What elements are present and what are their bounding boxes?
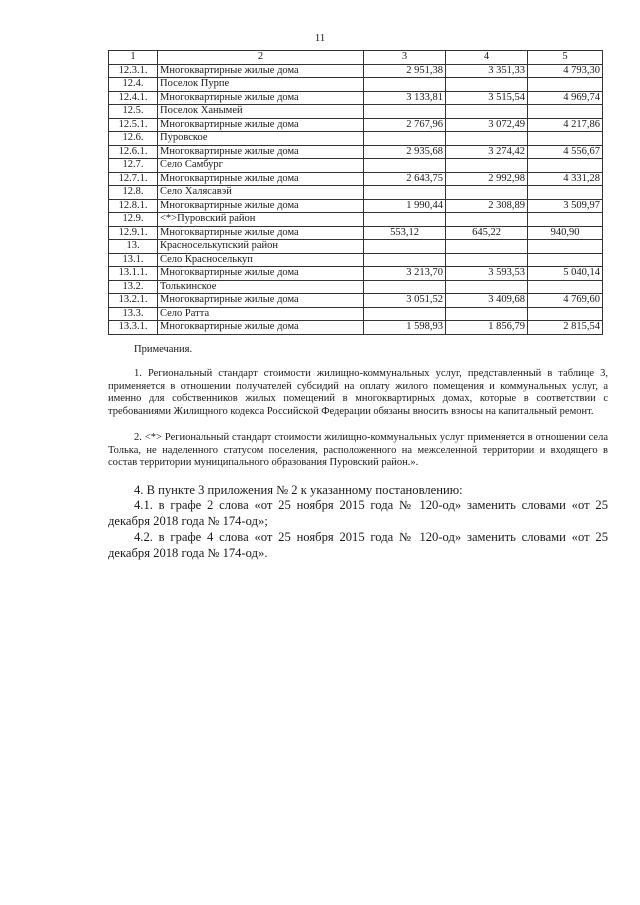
row-number-cell: 12.7.: [109, 159, 158, 173]
row-name-cell: Многоквартирные жилые дома: [158, 267, 364, 281]
row-name-cell: Толькинское: [158, 280, 364, 294]
value-col5-cell: [528, 280, 603, 294]
paragraph-4: 4. В пункте 3 приложения № 2 к указанному постановлению:: [134, 483, 463, 497]
value-col5-cell: 4 969,74: [528, 91, 603, 105]
column-header: 4: [446, 51, 528, 65]
value-col3-cell: [364, 159, 446, 173]
table-row: [109, 64, 603, 78]
row-name-cell: Многоквартирные жилые дома: [158, 294, 364, 308]
value-col3-cell: 2 935,68: [364, 145, 446, 159]
table-row: [109, 321, 603, 335]
row-name-cell: Село Халясавэй: [158, 186, 364, 200]
table-row: [109, 267, 603, 281]
value-col5-cell: 5 040,14: [528, 267, 603, 281]
value-col4-cell: [446, 105, 528, 119]
row-number-cell: 13.3.1.: [109, 321, 158, 335]
row-number-cell: 12.9.1.: [109, 226, 158, 240]
row-name-cell: Многоквартирные жилые дома: [158, 64, 364, 78]
row-name-cell: Пуровское: [158, 132, 364, 146]
table-row: [109, 78, 603, 92]
column-header: 1: [109, 51, 158, 65]
value-col5-cell: 4 331,28: [528, 172, 603, 186]
row-number-cell: 12.8.1.: [109, 199, 158, 213]
row-number-cell: 13.1.1.: [109, 267, 158, 281]
value-col5-cell: 4 556,67: [528, 145, 603, 159]
row-number-cell: 12.5.: [109, 105, 158, 119]
table-row: [109, 253, 603, 267]
value-col4-cell: 3 409,68: [446, 294, 528, 308]
value-col5-cell: [528, 132, 603, 146]
value-col4-cell: 2 992,98: [446, 172, 528, 186]
value-col3-cell: 3 213,70: [364, 267, 446, 281]
value-col4-cell: 645,22: [446, 226, 528, 240]
row-name-cell: Поселок Пурпе: [158, 78, 364, 92]
notes-title: Примечания.: [134, 344, 193, 355]
value-col3-cell: 2 767,96: [364, 118, 446, 132]
value-col3-cell: 2 951,38: [364, 64, 446, 78]
row-name-cell: Красноселькупский район: [158, 240, 364, 254]
value-col5-cell: [528, 213, 603, 227]
value-col3-cell: [364, 105, 446, 119]
table-row: [109, 226, 603, 240]
row-name-cell: Многоквартирные жилые дома: [158, 321, 364, 335]
paragraph-4-2: 4.2. в графе 4 слова «от 25 ноября 2015 года № 120-од» заменить словами «от 25 декабря 2018 года № 174-од».: [108, 530, 608, 560]
table-row: [109, 280, 603, 294]
value-col4-cell: [446, 186, 528, 200]
row-name-cell: Многоквартирные жилые дома: [158, 91, 364, 105]
value-col4-cell: 1 856,79: [446, 321, 528, 335]
row-name-cell: Многоквартирные жилые дома: [158, 118, 364, 132]
housing-cost-table: [108, 50, 603, 335]
column-header: 2: [158, 51, 364, 65]
table-row: [109, 132, 603, 146]
value-col4-cell: 3 515,54: [446, 91, 528, 105]
value-col4-cell: [446, 213, 528, 227]
row-name-cell: Село Самбург: [158, 159, 364, 173]
value-col3-cell: [364, 186, 446, 200]
value-col3-cell: 1 598,93: [364, 321, 446, 335]
value-col5-cell: [528, 253, 603, 267]
table-row: [109, 91, 603, 105]
table-row: [109, 213, 603, 227]
value-col5-cell: 4 769,60: [528, 294, 603, 308]
row-name-cell: Многоквартирные жилые дома: [158, 199, 364, 213]
row-name-cell: Село Красноселькуп: [158, 253, 364, 267]
table-row: [109, 118, 603, 132]
table-row: [109, 240, 603, 254]
row-number-cell: 12.3.1.: [109, 64, 158, 78]
table-header-row: [109, 51, 603, 65]
row-name-cell: Село Ратта: [158, 307, 364, 321]
value-col4-cell: 3 593,53: [446, 267, 528, 281]
value-col3-cell: [364, 307, 446, 321]
value-col4-cell: [446, 307, 528, 321]
value-col5-cell: [528, 240, 603, 254]
value-col4-cell: [446, 240, 528, 254]
value-col3-cell: [364, 213, 446, 227]
value-col3-cell: 3 051,52: [364, 294, 446, 308]
row-number-cell: 12.6.1.: [109, 145, 158, 159]
row-name-cell: Поселок Ханымей: [158, 105, 364, 119]
value-col5-cell: [528, 159, 603, 173]
table-body: [109, 64, 603, 334]
row-number-cell: 13.2.: [109, 280, 158, 294]
value-col3-cell: [364, 132, 446, 146]
row-number-cell: 12.6.: [109, 132, 158, 146]
value-col4-cell: 3 351,33: [446, 64, 528, 78]
row-number-cell: 13.: [109, 240, 158, 254]
value-col5-cell: 4 793,30: [528, 64, 603, 78]
row-number-cell: 12.5.1.: [109, 118, 158, 132]
row-name-cell: Многоквартирные жилые дома: [158, 226, 364, 240]
row-number-cell: 12.8.: [109, 186, 158, 200]
value-col5-cell: 940,90: [528, 226, 603, 240]
paragraph-4-1: 4.1. в графе 2 слова «от 25 ноября 2015 года № 120-од» заменить словами «от 25 декабря 2018 года № 174-од»;: [108, 498, 608, 528]
value-col5-cell: [528, 105, 603, 119]
value-col3-cell: 1 990,44: [364, 199, 446, 213]
row-number-cell: 12.9.: [109, 213, 158, 227]
table-row: [109, 105, 603, 119]
table-row: [109, 172, 603, 186]
value-col3-cell: [364, 280, 446, 294]
value-col3-cell: 553,12: [364, 226, 446, 240]
row-number-cell: 12.7.1.: [109, 172, 158, 186]
row-number-cell: 13.1.: [109, 253, 158, 267]
table-row: [109, 199, 603, 213]
note-2: 2. <*> Региональный стандарт стоимости жилищно-коммунальных услуг применяется в отношении села Толька, не наделенного статусом поселения, расположенного на межселенной территории и входящего в состав территории муниципального образования Пуровский район.».: [108, 432, 608, 469]
table-row: [109, 186, 603, 200]
value-col3-cell: [364, 253, 446, 267]
value-col5-cell: [528, 307, 603, 321]
note-1: 1. Региональный стандарт стоимости жилищно-коммунальных услуг, представленный в таблице 3, применяется в отношении получателей субсидий на оплату жилого помещения и коммунальных услуг, а именно для собственников жилых помещений в многоквартирных домах, которые в соответствии с требованиями Жилищного кодекса Российской Федерации обязаны вносить взносы на капитальный ремонт.: [108, 368, 608, 417]
value-col4-cell: 2 308,89: [446, 199, 528, 213]
value-col3-cell: [364, 78, 446, 92]
value-col4-cell: 3 274,42: [446, 145, 528, 159]
column-header: 3: [364, 51, 446, 65]
row-number-cell: 12.4.1.: [109, 91, 158, 105]
value-col3-cell: 3 133,81: [364, 91, 446, 105]
value-col4-cell: [446, 132, 528, 146]
value-col4-cell: [446, 159, 528, 173]
value-col5-cell: 4 217,86: [528, 118, 603, 132]
row-name-cell: Многоквартирные жилые дома: [158, 172, 364, 186]
row-number-cell: 12.4.: [109, 78, 158, 92]
column-header: 5: [528, 51, 603, 65]
row-name-cell: Многоквартирные жилые дома: [158, 145, 364, 159]
value-col4-cell: 3 072,49: [446, 118, 528, 132]
table-row: [109, 145, 603, 159]
page-number: 11: [314, 32, 326, 44]
row-number-cell: 13.2.1.: [109, 294, 158, 308]
table-row: [109, 159, 603, 173]
value-col3-cell: [364, 240, 446, 254]
value-col4-cell: [446, 280, 528, 294]
value-col3-cell: 2 643,75: [364, 172, 446, 186]
value-col5-cell: 3 509,97: [528, 199, 603, 213]
value-col5-cell: [528, 78, 603, 92]
value-col4-cell: [446, 253, 528, 267]
value-col5-cell: 2 815,54: [528, 321, 603, 335]
table-row: [109, 294, 603, 308]
row-number-cell: 13.3.: [109, 307, 158, 321]
value-col5-cell: [528, 186, 603, 200]
value-col4-cell: [446, 78, 528, 92]
row-name-cell: <*>Пуровский район: [158, 213, 364, 227]
table-row: [109, 307, 603, 321]
